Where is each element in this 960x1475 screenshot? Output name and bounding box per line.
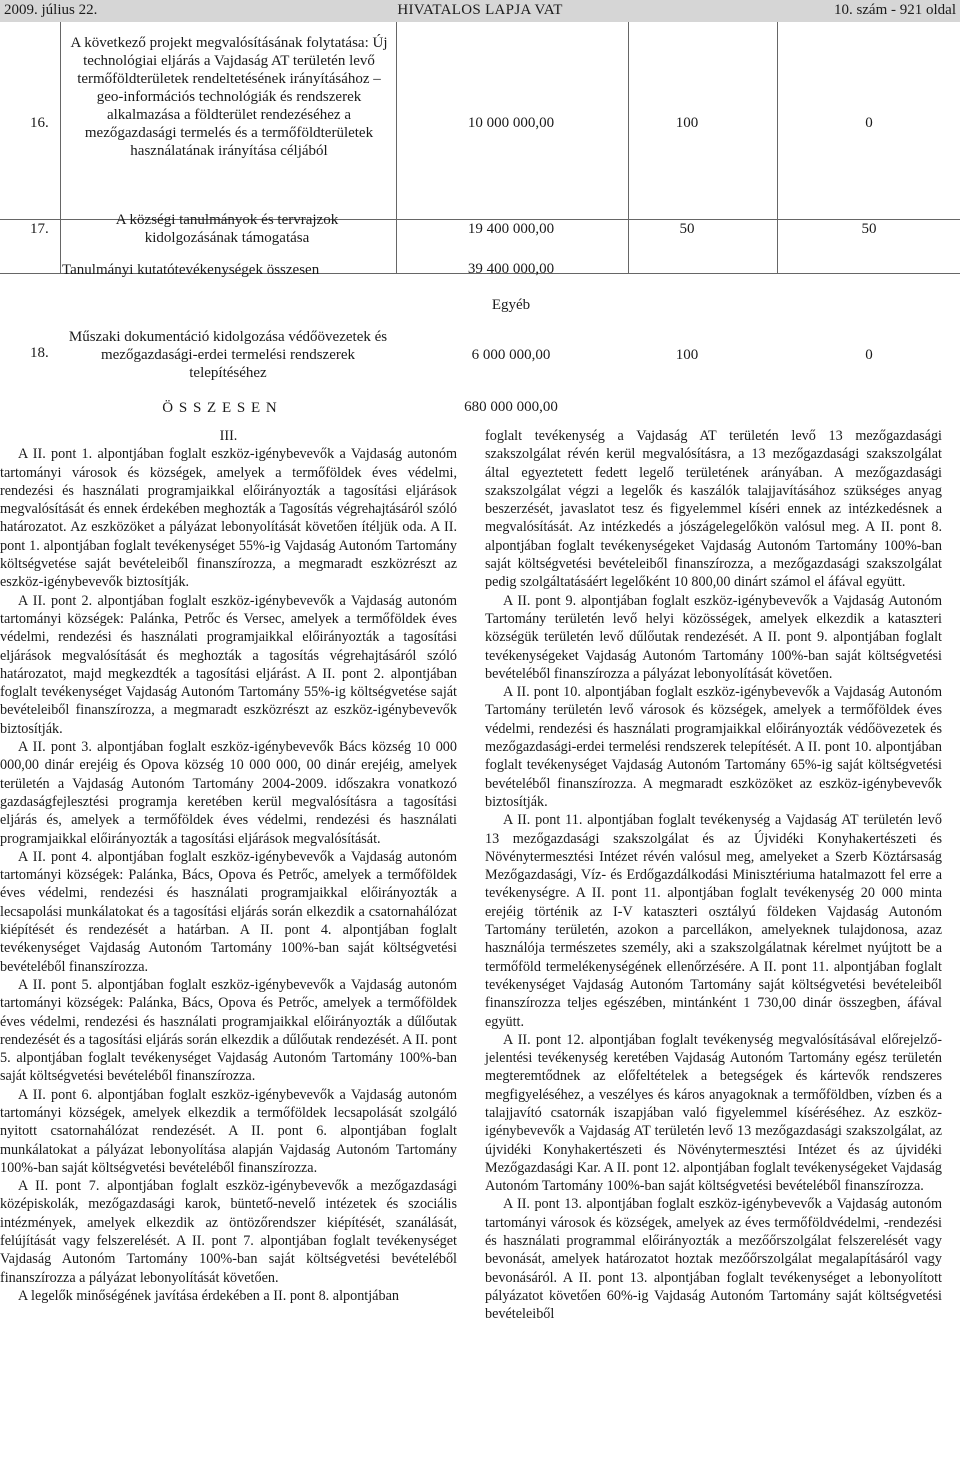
paragraph: A II. pont 2. alpontjában foglalt eszköz-igénybevevők a Vajdaság autonóm tartományi községek: Palánka, Petrőc és Versec, amelyek a termőföldek éves védelmi, rendezési és használati programjaikkal előirányozták a tagosítási eljárások megvalósítását és meghozták a tagosítás végrehajtásáról szóló határozatot, majd megkezdték a tagosítási eljárást. A II. pont 2. alpontjában foglalt tevékenységet Vajdaság Autonóm Tartomány 55%-ig költségvetése saját bevételeiből finanszírozza, a megmaradt eszközrészt az eszköz-igénybevevők biztosítják. — [0, 592, 457, 737]
paragraph: A II. pont 11. alpontjában foglalt tevékenység a Vajdaság AT területén levő 13 mezőgazdasági szakszolgálat és az Újvidéki Konyhakertészeti és Növénytermesztési Intézet révén valósul meg, amelyeket a Szerb Köztársaság Mezőgazdasági, Víz- és Erdőgazdálkodási Minisztériuma hatalmazott fel erre a tevékenységre. A II. pont 11. alpontjában foglalt tevékenység 20 000 minta erejéig történik az I-V kataszteri osztályú földeken Vajdaság Autonóm Tartomány területén, azokon a parcellákon, amelyeknek tulajdonosa, azaz használója természetes személy, aki a szakszolgálatnak kérelmet nyújtott be a termőföld termelékenységének ellenőrzésére. A II. pont 11. alpontjában foglalt tevékenységet Vajdaság Autonóm Tartomány saját költségvetési bevételeiből finanszírozza teljes egészében, mintánként 1 730,00 dinár összegben, áfával együtt. — [485, 812, 942, 1030]
budget-table — [0, 22, 960, 427]
amount: 19 400 000,00 — [467, 221, 555, 237]
total-amount: 680 000 000,00 — [464, 399, 558, 415]
right-column — [485, 427, 942, 1324]
paragraph: A II. pont 5. alpontjában foglalt eszköz-igénybevevők a Vajdaság autonóm tartományi községek: Palánka, Bács, Opova és Petrőc, amelyek a termőföldek éves védelmi, rendezési és használati programjaikkal előirányozták a dűlőutak rendezését és a tagosítási eljárás során elkezdik a dűlőutak rendezését. A II. pont 5. alpontjában foglalt tevékenységet Vajdaság Autonóm Tartomány 100%-ban saját költségvetési bevételéből finanszírozza. — [0, 976, 457, 1085]
amount: 10 000 000,00 — [467, 115, 555, 131]
paragraph: A II. pont 9. alpontjában foglalt eszköz-igénybevevők a Vajdaság Autonóm Tartomány területén levő helyi közösségek, amelyek elkezdik a kataszteri községük területén levő dűlőutak rendezését. A II. pont 9. alpontjában foglalt tevékenységeket Vajdaság Autonóm Tartomány 100%-ban saját költségvetési bevételéből finanszírozza a pályázat lebonyolítását követően. — [485, 592, 942, 682]
percent-other: 0 — [865, 347, 873, 363]
left-column — [0, 427, 457, 1305]
paragraph: A II. pont 1. alpontjában foglalt eszköz-igénybevevők a Vajdaság autonóm tartományi városok és községek, amelyek a termőföldek éves védelmi, rendezési és használati programjaikkal előirányozták a tagosítási eljárások megvalósítását és ennek érdekében meghozták a Tagosítás végrehajtásáról szóló határozatot. Az eszközöket a pályázat lebonyolítását követően ítéljük oda. A II. pont 1. alpontjában foglalt tevékenységet 55%-ig Vajdaság Autonóm Tartomány költségvetése saját bevételeiből finanszírozza, a megmaradt eszközrészt az eszköz-igénybevevők biztosítják. — [0, 446, 457, 591]
amount: 6 000 000,00 — [471, 347, 551, 363]
paragraph: A II. pont 3. alpontjában foglalt eszköz-igénybevevők Bács község 10 000 000,00 dinár erejéig és Opova község 10 000 000, 00 dinár erejéig, amelyek területén a Vajdaság Autonóm Tartomány 2004-2009. időszakra vonatkozó gazdaságfejlesztési programja keretében kerül megvalósításra a tagosítási eljárás és, amelyek a termőföldek éves védelmi, rendezési és használati programjaikkal előirányozták a tagosítási eljárások megvalósítását. — [0, 739, 457, 847]
paragraph: A II. pont 6. alpontjában foglalt eszköz-igénybevevők a Vajdaság autonóm tartományi községek, amelyek elkezdik a termőföldek lecsapolását szolgáló nyitott csatornahálózat rendezését. A II. pont 6. alpontjában foglalt munkálatokat a pályázat lebonyolítása alapján Vajdaság Autonóm Tartomány 100%-ban saját költségvetési bevételéből finanszírozza. — [0, 1086, 457, 1176]
other-label: Egyéb — [491, 297, 531, 313]
project-description: A községi tanulmányok és tervrajzok kidolgozásának támogatása — [115, 212, 339, 246]
percent-other: 0 — [865, 115, 873, 131]
header-date: 2009. július 22. — [4, 2, 98, 18]
percent-province: 50 — [679, 221, 695, 237]
percent-other: 50 — [861, 221, 877, 237]
paragraph: A II. pont 4. alpontjában foglalt eszköz-igénybevevők a Vajdaság autonóm tartományi községek: Palánka, Bács, Opova és Petrőc, amelyek a termőföldek éves védelmi, rendezési és használati programjaikkal előirányozták a lecsapolási munkálatokat és a tagosítási eljárás során elkezdik a csatornahálózat kiépítését és rendezését a határban. A II. pont 4. alpontjában foglalt tevékenységet Vajdaság Autonóm Tartomány 100%-ban saját költségvetési bevételéből finanszírozza. — [0, 848, 457, 975]
page-header — [0, 0, 960, 22]
paragraph: A II. pont 7. alpontjában foglalt eszköz-igénybevevők a mezőgazdasági középiskolák, mezőgazdasági karok, büntető-nevelő intézetek és szociális intézmények, amelyek elkezdik az öntözőrendszer kiépítését, szanálását, felújítását vagy felszerelését. A II. pont 7. alpontjában foglalt tevékenységet Vajdaság Autonóm Tartomány 100%-ban saját költségvetési bevételéből finanszírozza a pályázat lebonyolítását követően. — [0, 1178, 457, 1286]
paragraph: A II. pont 10. alpontjában foglalt eszköz-igénybevevők a Vajdaság Autonóm Tartomány területén levő városok és községek, amelyek a termőföldek éves védelmi, rendezési és használati programjaikkal előirányozták védőövezetek és mezőgazdasági-erdei termelési rendszerek telepítését. A II. pont 10. alpontjában foglalt tevékenységet Vajdaság Autonóm Tartomány 65%-ig saját költségvetési bevételéből finanszírozza. A megmaradt eszközöket az eszköz-igénybevevők biztosítják. — [485, 684, 942, 810]
paragraph: A legelők minőségének javítása érdekében a II. pont 8. alpontjában — [18, 1287, 399, 1304]
row-number: 18. — [30, 345, 49, 361]
paragraph: A II. pont 13. alpontjában foglalt eszköz-igénybevevők a Vajdaság autonóm tartományi városok és községek, amelyek az éves termőföldvédelmi, -rendezési és használati programmal előirányozták a mezőőrszolgálat felszerelését vagy bevonását, amelyek határozatot hoztak mezőőrszolgálat megalapításáról vagy bevonásáról. A II. pont 13. alpontjában foglalt tevékenységet a lebonyolított pályázatot követően 60%-ig Vajdaság Autonóm Tartomány saját költségvetési bevételeiből — [485, 1196, 942, 1323]
subtotal-label: Tanulmányi kutatótevékenységek összesen — [62, 262, 320, 278]
row-number: 16. — [30, 115, 49, 131]
project-description: A következő projekt megvalósításának folytatása: Új technológiai eljárás a Vajdaság AT területén levő termőföldterületek rendeltetésének irányításához – geo-információs technológiák és rendszerek alkalmazása a földterület rendezéséhez a mezőgazdasági termelés és a termőföldterületek használatának irányítása céljából — [70, 35, 388, 159]
percent-province: 100 — [675, 115, 699, 131]
subtotal-amount: 39 400 000,00 — [467, 261, 555, 277]
body-text — [0, 427, 960, 1475]
project-description: Műszaki dokumentáció kidolgozása védőövezetek és mezőgazdasági-erdei termelési rendszerek telepítéséhez — [68, 329, 388, 381]
gazette-title: HIVATALOS LAPJA VAT — [397, 2, 563, 18]
row-number: 17. — [30, 221, 49, 237]
paragraph: foglalt tevékenység a Vajdaság AT területén levő 13 mezőgazdasági szakszolgálat révén kerül megvalósításra, a 13 mezőgazdasági szakszolgálat által egyeztetett fedett legelő területének arányában. A mezőgazdasági szakszolgálat végzi a legelők és kaszálók talajjavításához szükséges anyag beszerzését, javaslatot tesz és figyelemmel kíséri ennek az intézkedésnek a megvalósítását. Az intézkedés a jószágelegelőkön valósul meg. A II. pont 8. alpontjában foglalt tevékenységeket Vajdaság Autonóm Tartomány 100%-ban saját költségvetési bevételeiből finanszírozza, a mezőgazdasági szakszolgálat pedig szolgáltatásáért legelőként 10 800,00 dinárt számol el áfával együtt. — [485, 428, 942, 591]
total-label: Ö S S Z E S E N — [162, 400, 278, 416]
paragraph: A II. pont 12. alpontjában foglalt tevékenység megvalósításával előrejelző-jelentési tevékenység keretében Vajdaság Autonóm Tartomány egész területén megteremtődnek az előfeltételek a betegségek és kártevők rendszeres megfigyeléséhez, a veszélyes és káros anyagoknak a termőföldben, vízben és a talajjavító csatornák iszapjában való figyelemmel kíséréséhez. Az eszköz-igénybevevők a Vajdaság AT területén levő 13 mezőgazdasági szakszolgálat, az újvidéki Konyhakertészeti és Növénytermesztési Intézet és az újvidéki Mezőgazdasági Kar. A II. pont 12. alpontjában foglalt tevékenységeket Vajdaság Autonóm Tartomány 100%-ban saját költségvetési bevételéből finanszírozza. — [485, 1031, 942, 1195]
percent-province: 100 — [675, 347, 699, 363]
section-heading: III. — [219, 428, 238, 444]
header-page-number: 10. szám - 921 oldal — [833, 2, 956, 18]
